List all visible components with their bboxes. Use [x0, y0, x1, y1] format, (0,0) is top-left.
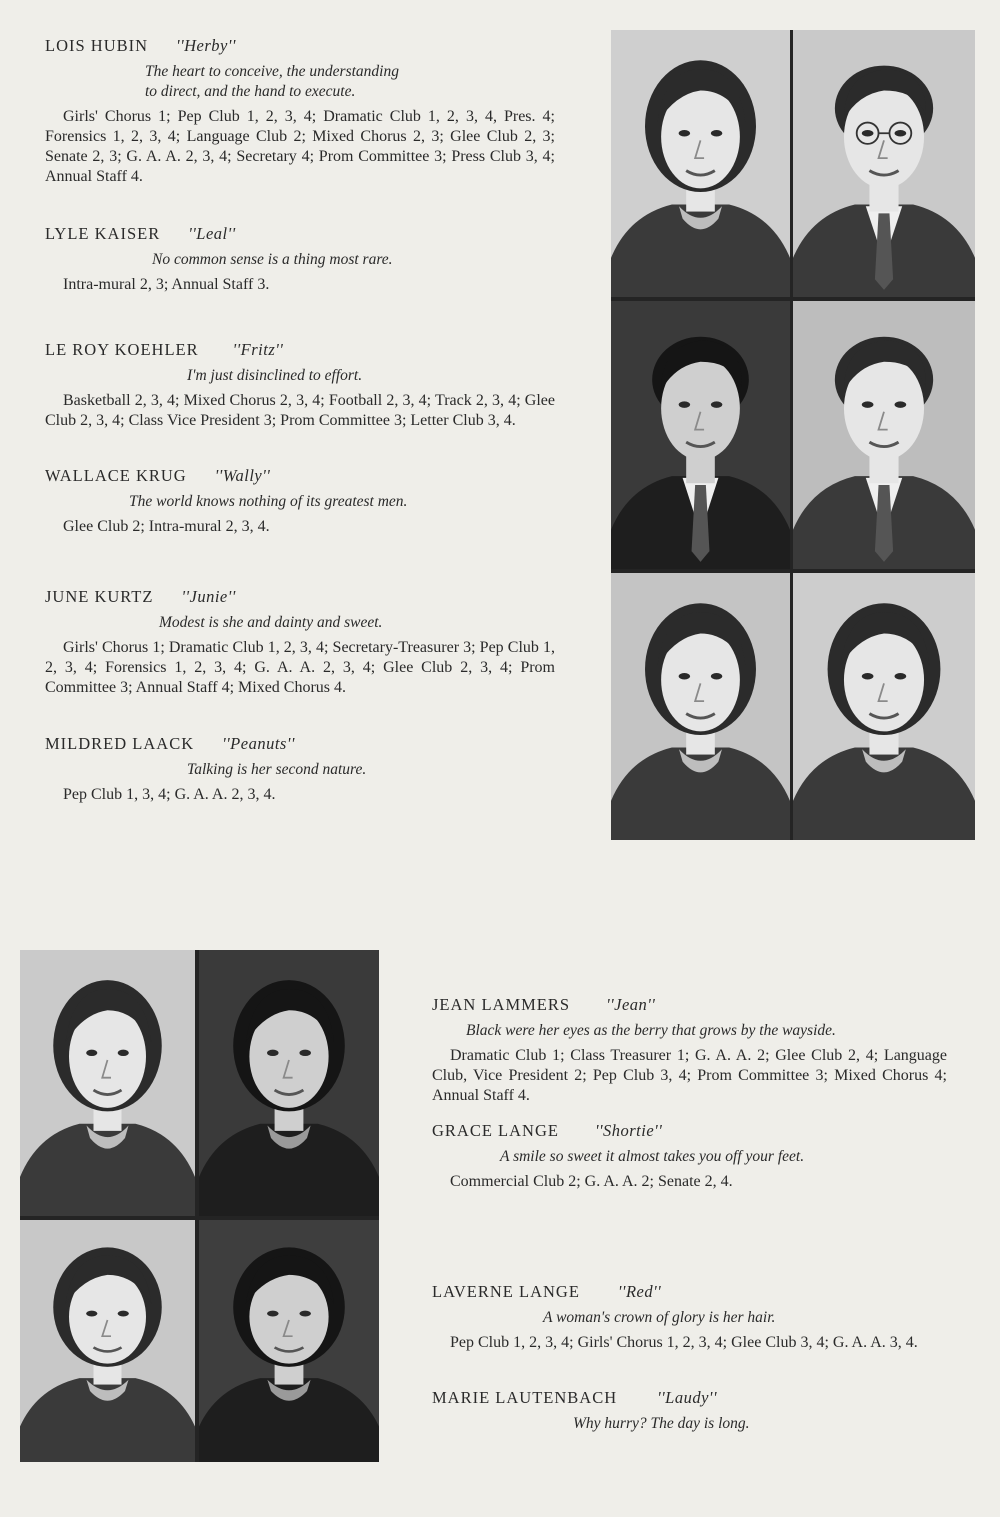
student-name: MARIE LAUTENBACH [432, 1388, 618, 1407]
student-name: GRACE LANGE [432, 1121, 559, 1140]
portrait-photo [793, 573, 975, 840]
student-activities: Dramatic Club 1; Class Treasurer 1; G. A. A. 2; Glee Club 2, 4; Language Club, Vice President 2; Pep Club 3, 4; Prom Committee 3; Mixed Chorus 4; Annual Staff 4. [432, 1047, 947, 1104]
student-activities: Girls' Chorus 1; Pep Club 1, 2, 3, 4; Dramatic Club 1, 2, 3, 4, Pres. 4; Forensics 1, 2, 3, 4; Language Club 2; Mixed Chorus 2, 3; Glee Club 2, 3; Senate 2, 3; G. A. A. 2, 3, 4; Secretary 4; Prom Committee 3; Press Club 3, 4; Annual Staff 4. [45, 108, 555, 185]
entry-grace-lange [432, 1121, 947, 1192]
entry-mildred-laack [45, 734, 555, 805]
portrait-female-icon [611, 30, 790, 297]
portrait-photo [611, 301, 790, 569]
portrait-female-icon [20, 950, 195, 1216]
student-nickname: ''Jean'' [606, 995, 656, 1014]
portrait-photo [199, 1220, 379, 1462]
student-name: LAVERNE LANGE [432, 1282, 580, 1301]
portrait-photo [611, 30, 790, 297]
student-nickname: ''Red'' [617, 1282, 662, 1301]
student-name: LYLE KAISER [45, 224, 161, 243]
photo-grid-upper [611, 30, 975, 840]
portrait-photo [793, 30, 975, 297]
student-name: MILDRED LAACK [45, 734, 195, 753]
student-motto: No common sense is a thing most rare. [152, 251, 393, 268]
student-motto: A woman's crown of glory is her hair. [543, 1309, 776, 1326]
entry-laverne-lange [432, 1282, 947, 1353]
entry-lois-hubin [45, 36, 555, 187]
student-name: JEAN LAMMERS [432, 995, 571, 1014]
student-name: LE ROY KOEHLER [45, 340, 199, 359]
student-motto: Why hurry? The day is long. [573, 1415, 750, 1432]
entry-wallace-krug [45, 466, 555, 537]
portrait-male-icon [793, 301, 975, 569]
portrait-female-icon [20, 1220, 195, 1462]
student-name: JUNE KURTZ [45, 587, 154, 606]
portrait-photo [793, 301, 975, 569]
student-motto: Modest is she and dainty and sweet. [159, 614, 383, 631]
student-activities: Girls' Chorus 1; Dramatic Club 1, 2, 3, 4; Secretary-Treasurer 3; Pep Club 1, 2, 3, 4; Forensics 1, 2, 3, 4; G. A. A. 2, 3, 4; Glee Club 2, 3, 4; Prom Committee 3; Annual Staff 4; Mixed Chorus 4. [45, 639, 555, 696]
portrait-photo [611, 573, 790, 840]
student-activities: Intra-mural 2, 3; Annual Staff 3. [63, 276, 270, 293]
student-nickname: ''Wally'' [214, 466, 271, 485]
portrait-photo [199, 950, 379, 1216]
entry-lyle-kaiser [45, 224, 555, 295]
student-nickname: ''Leal'' [188, 224, 236, 243]
portrait-female-icon [793, 573, 975, 840]
portrait-female-icon [611, 573, 790, 840]
entry-le-roy-koehler [45, 340, 555, 431]
student-nickname: ''Peanuts'' [222, 734, 295, 753]
photo-grid-lower [20, 950, 379, 1462]
student-nickname: ''Fritz'' [232, 340, 284, 359]
student-motto: I'm just disinclined to effort. [187, 367, 363, 384]
student-nickname: ''Herby'' [176, 36, 236, 55]
student-name: WALLACE KRUG [45, 466, 187, 485]
student-motto: A smile so sweet it almost takes you off your feet. [500, 1148, 805, 1165]
student-motto: Black were her eyes as the berry that grows by the wayside. [466, 1022, 836, 1039]
portrait-female-icon [199, 1220, 379, 1462]
student-motto: Talking is her second nature. [187, 761, 367, 778]
student-nickname: ''Shortie'' [594, 1121, 663, 1140]
entry-marie-lautenbach [432, 1388, 947, 1439]
student-motto: The world knows nothing of its greatest men. [129, 493, 408, 510]
student-activities: Basketball 2, 3, 4; Mixed Chorus 2, 3, 4; Football 2, 3, 4; Track 2, 3, 4; Glee Club 2, 3, 4; Class Vice President 3; Prom Committee 3; Letter Club 3, 4. [45, 392, 555, 429]
student-activities: Pep Club 1, 2, 3, 4; Girls' Chorus 1, 2, 3, 4; Glee Club 3, 4; G. A. A. 3, 4. [450, 1334, 918, 1351]
portrait-female-icon [199, 950, 379, 1216]
entry-jean-lammers [432, 995, 947, 1106]
student-activities: Commercial Club 2; G. A. A. 2; Senate 2, 4. [450, 1173, 733, 1190]
portrait-photo [20, 1220, 195, 1462]
portrait-photo [20, 950, 195, 1216]
entry-june-kurtz [45, 587, 555, 698]
student-name: LOIS HUBIN [45, 36, 149, 55]
student-activities: Glee Club 2; Intra-mural 2, 3, 4. [63, 518, 270, 535]
student-activities: Pep Club 1, 3, 4; G. A. A. 2, 3, 4. [63, 786, 276, 803]
student-motto: The heart to conceive, the understanding to direct, and the hand to execute. [145, 63, 399, 100]
student-nickname: ''Laudy'' [657, 1388, 717, 1407]
portrait-male-icon [611, 301, 790, 569]
student-nickname: ''Junie'' [181, 587, 236, 606]
portrait-male-glasses-icon [793, 30, 975, 297]
